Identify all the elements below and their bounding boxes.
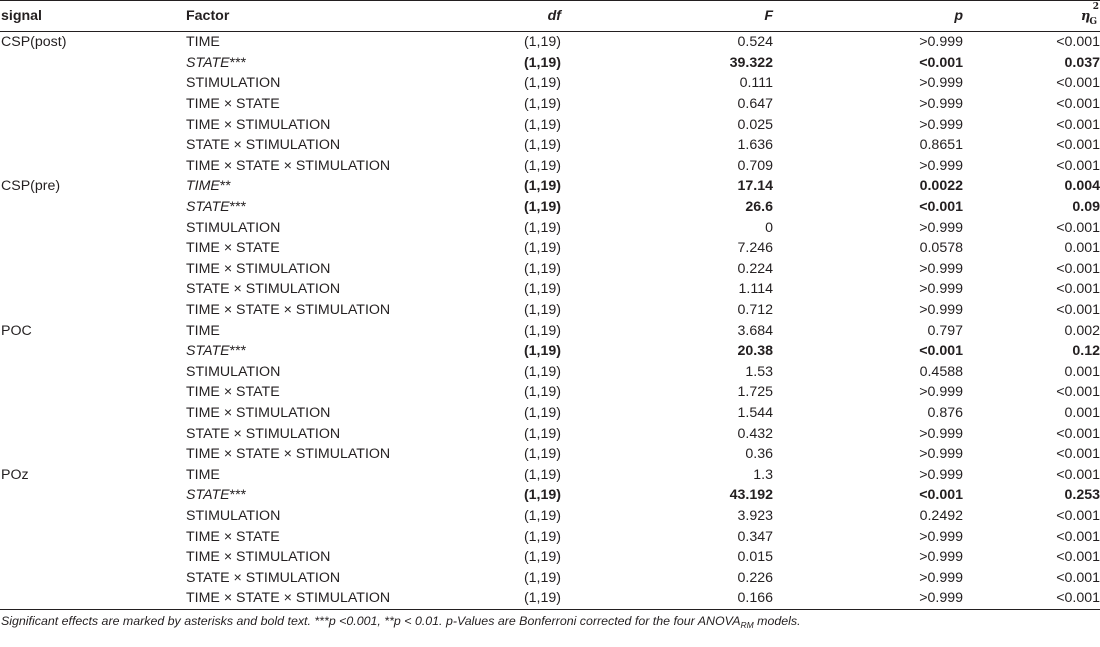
- cell-signal: [0, 464, 186, 485]
- factor-name: TIME × STIMULATION: [186, 260, 331, 277]
- cell-eta-squared-g: <0.001: [1056, 281, 1100, 298]
- cell-p: >0.999: [919, 425, 963, 442]
- table-row: [0, 238, 1100, 259]
- cell-df: (1,19): [523, 446, 561, 463]
- table-row: [0, 362, 1100, 383]
- cell-signal: [0, 362, 186, 383]
- cell-df: (1,19): [523, 487, 561, 504]
- cell-f: 0.224: [737, 260, 773, 277]
- cell-signal: [0, 300, 186, 321]
- signal-label: [0, 302, 1, 318]
- cell-p: >0.999: [919, 34, 963, 51]
- cell-f: 7.246: [737, 240, 773, 257]
- signal-label: [0, 240, 1, 256]
- cell-df: (1,19): [523, 34, 561, 51]
- table-row: [0, 341, 1100, 362]
- factor-name: TIME × STATE: [186, 96, 280, 113]
- cell-factor: [186, 279, 466, 300]
- cell-f: 0.647: [737, 96, 773, 113]
- cell-factor: [186, 217, 466, 238]
- significance-stars: **: [219, 178, 231, 195]
- signal-label: [0, 426, 1, 442]
- table-row: [0, 382, 1100, 403]
- cell-factor: [186, 362, 466, 383]
- cell-signal: [0, 135, 186, 156]
- cell-signal: [0, 217, 186, 238]
- cell-p: >0.999: [919, 157, 963, 174]
- cell-f: 0.347: [737, 528, 773, 545]
- cell-f: 1.53: [745, 363, 773, 380]
- cell-df: (1,19): [523, 137, 561, 154]
- header-eta-squared-g: [963, 1, 1100, 32]
- factor-name: STATE: [186, 343, 230, 360]
- factor-name: STATE: [186, 54, 230, 71]
- signal-label: [0, 281, 1, 297]
- cell-eta-squared-g: <0.001: [1056, 425, 1100, 442]
- cell-factor: [186, 341, 466, 362]
- factor-name: STIMULATION: [186, 75, 281, 92]
- cell-signal: [0, 176, 186, 197]
- cell-p: <0.001: [919, 487, 963, 504]
- cell-eta-squared-g: 0.12: [1072, 343, 1100, 360]
- cell-signal: [0, 94, 186, 115]
- cell-f: 0.432: [737, 425, 773, 442]
- cell-factor: [186, 588, 466, 609]
- cell-signal: [0, 403, 186, 424]
- cell-p: 0.797: [927, 322, 963, 339]
- cell-factor: [186, 300, 466, 321]
- factor-name: STATE × STIMULATION: [186, 137, 341, 154]
- cell-p: >0.999: [919, 96, 963, 113]
- table-row: [0, 506, 1100, 527]
- cell-df: (1,19): [523, 157, 561, 174]
- cell-f: 43.192: [729, 487, 773, 504]
- cell-eta-squared-g: <0.001: [1056, 260, 1100, 277]
- cell-df: (1,19): [523, 219, 561, 236]
- cell-f: 0.36: [745, 446, 773, 463]
- cell-p: 0.0022: [919, 178, 963, 195]
- cell-f: 26.6: [745, 199, 773, 216]
- table-row: [0, 423, 1100, 444]
- cell-f: 0.015: [737, 549, 773, 566]
- cell-f: 1.544: [737, 404, 773, 421]
- cell-factor: [186, 94, 466, 115]
- factor-name: TIME × STIMULATION: [186, 404, 331, 421]
- signal-label: [0, 117, 1, 133]
- cell-eta-squared-g: <0.001: [963, 588, 1100, 609]
- cell-f: 0.226: [737, 569, 773, 586]
- table-row: [0, 53, 1100, 74]
- cell-eta-squared-g: 0.001: [1064, 240, 1100, 257]
- cell-p: >0.999: [919, 466, 963, 483]
- cell-factor: [186, 382, 466, 403]
- eta-squared-symbol: [1080, 2, 1100, 27]
- signal-label: [0, 96, 1, 112]
- cell-p: >0.999: [919, 384, 963, 401]
- header-f: F: [561, 1, 773, 32]
- cell-df: (1,19): [523, 116, 561, 133]
- factor-name: STATE: [186, 199, 230, 216]
- header-signal: [0, 1, 186, 32]
- cell-df: (1,19): [523, 425, 561, 442]
- cell-eta-squared-g: <0.001: [1056, 219, 1100, 236]
- cell-signal: [0, 567, 186, 588]
- cell-eta-squared-g: <0.001: [1056, 96, 1100, 113]
- cell-df: (1,19): [523, 75, 561, 92]
- cell-eta-squared-g: 0.037: [1064, 54, 1100, 71]
- cell-p: >0.999: [919, 302, 963, 319]
- cell-p: <0.001: [919, 343, 963, 360]
- factor-name: TIME × STATE × STIMULATION: [186, 302, 391, 319]
- cell-factor: [186, 320, 466, 341]
- cell-p: >0.999: [919, 446, 963, 463]
- cell-factor: [186, 547, 466, 568]
- cell-factor: [186, 73, 466, 94]
- cell-factor: [186, 135, 466, 156]
- signal-label: POz: [1, 466, 29, 483]
- cell-factor: [186, 526, 466, 547]
- cell-p: >0.999: [919, 281, 963, 298]
- cell-p: >0.999: [773, 588, 963, 609]
- cell-signal: [0, 238, 186, 259]
- footnote-text-end: models.: [753, 614, 801, 628]
- cell-f: 0.166: [561, 588, 773, 609]
- signal-label: [0, 405, 1, 421]
- cell-signal: [0, 320, 186, 341]
- factor-name: TIME × STATE: [186, 240, 280, 257]
- cell-signal: [0, 382, 186, 403]
- cell-f: 1.636: [737, 137, 773, 154]
- cell-f: 0: [765, 219, 773, 236]
- cell-df: (1,19): [523, 549, 561, 566]
- cell-p: 0.8651: [919, 137, 963, 154]
- table-row: [0, 464, 1100, 485]
- significance-stars: ***: [229, 199, 247, 216]
- signal-label: [0, 446, 1, 462]
- cell-p: >0.999: [919, 75, 963, 92]
- cell-df: (1,19): [523, 302, 561, 319]
- cell-signal: [0, 444, 186, 465]
- cell-eta-squared-g: <0.001: [1056, 34, 1100, 51]
- table-row: [0, 403, 1100, 424]
- table-row: [0, 547, 1100, 568]
- cell-df: (1,19): [523, 528, 561, 545]
- signal-label: [0, 364, 1, 380]
- signal-label: [0, 549, 1, 565]
- table-row: [0, 94, 1100, 115]
- cell-eta-squared-g: 0.001: [1064, 404, 1100, 421]
- cell-df: (1,19): [523, 260, 561, 277]
- cell-df: (1,19): [523, 404, 561, 421]
- signal-label: POC: [1, 322, 32, 339]
- factor-name: STIMULATION: [186, 363, 281, 380]
- cell-eta-squared-g: <0.001: [1056, 446, 1100, 463]
- cell-p: >0.999: [919, 528, 963, 545]
- cell-f: 1.114: [738, 281, 773, 298]
- cell-factor: [186, 259, 466, 280]
- factor-name: STIMULATION: [186, 219, 281, 236]
- cell-p: >0.999: [919, 116, 963, 133]
- cell-df: (1,19): [523, 54, 561, 71]
- cell-p: >0.999: [919, 569, 963, 586]
- cell-factor: [186, 197, 466, 218]
- cell-signal: [0, 279, 186, 300]
- cell-signal: [0, 547, 186, 568]
- cell-signal: [0, 197, 186, 218]
- cell-signal: [0, 32, 186, 53]
- cell-factor: [186, 53, 466, 74]
- cell-df: (1,19): [466, 588, 561, 609]
- signal-label: [0, 508, 1, 524]
- cell-eta-squared-g: <0.001: [1056, 116, 1100, 133]
- cell-signal: [0, 53, 186, 74]
- cell-eta-squared-g: <0.001: [1056, 137, 1100, 154]
- cell-factor: [186, 156, 466, 177]
- cell-signal: [0, 73, 186, 94]
- table-row: [0, 259, 1100, 280]
- table-row: [0, 526, 1100, 547]
- cell-eta-squared-g: <0.001: [1056, 569, 1100, 586]
- header-factor: Factor: [186, 1, 466, 32]
- cell-factor: [186, 485, 466, 506]
- factor-name: STATE × STIMULATION: [186, 569, 341, 586]
- cell-p: 0.0578: [919, 240, 963, 257]
- cell-df: (1,19): [523, 240, 561, 257]
- cell-df: (1,19): [523, 322, 561, 339]
- cell-p: <0.001: [919, 199, 963, 216]
- cell-df: (1,19): [523, 363, 561, 380]
- factor-name: TIME × STATE × STIMULATION: [186, 446, 391, 463]
- cell-df: (1,19): [523, 343, 561, 360]
- cell-eta-squared-g: 0.001: [1064, 363, 1100, 380]
- cell-f: 3.923: [737, 507, 773, 524]
- header-df: df: [466, 1, 561, 32]
- signal-label: [0, 137, 1, 153]
- cell-p: <0.001: [919, 54, 963, 71]
- table-body: [0, 32, 1100, 610]
- cell-df: (1,19): [523, 281, 561, 298]
- cell-eta-squared-g: <0.001: [1056, 157, 1100, 174]
- table-row: [0, 114, 1100, 135]
- header-signal-label: signal: [1, 8, 42, 24]
- cell-p: 0.876: [927, 404, 963, 421]
- cell-p: 0.4588: [919, 363, 963, 380]
- factor-name: TIME × STATE × STIMULATION: [186, 157, 391, 174]
- factor-name: STATE: [186, 487, 230, 504]
- table-row: [0, 444, 1100, 465]
- cell-factor: [186, 444, 466, 465]
- cell-eta-squared-g: 0.253: [1064, 487, 1100, 504]
- signal-label: [0, 529, 1, 545]
- signal-label: [0, 487, 1, 503]
- header-p: p: [773, 1, 963, 32]
- cell-factor: [186, 238, 466, 259]
- cell-f: 3.684: [737, 322, 773, 339]
- cell-signal: [0, 114, 186, 135]
- factor-name: STATE × STIMULATION: [186, 281, 341, 298]
- cell-f: 0.111: [739, 75, 773, 92]
- cell-factor: [186, 32, 466, 53]
- factor-name: STIMULATION: [186, 507, 281, 524]
- signal-label: [0, 261, 1, 277]
- table-row: [0, 588, 1100, 609]
- factor-name: STATE × STIMULATION: [186, 425, 341, 442]
- factor-name: TIME × STIMULATION: [186, 549, 331, 566]
- cell-f: 0.025: [737, 116, 773, 133]
- table-row: [0, 567, 1100, 588]
- cell-df: (1,19): [523, 199, 561, 216]
- table-row: [0, 279, 1100, 300]
- cell-f: 0.709: [737, 157, 773, 174]
- cell-factor: [186, 176, 466, 197]
- cell-df: (1,19): [523, 384, 561, 401]
- factor-name: TIME: [186, 322, 220, 339]
- cell-f: 0.712: [737, 302, 773, 319]
- cell-f: 17.14: [737, 178, 773, 195]
- table-row: [0, 32, 1100, 53]
- signal-label: [0, 590, 1, 606]
- cell-df: (1,19): [523, 466, 561, 483]
- cell-factor: [186, 423, 466, 444]
- significance-stars: ***: [229, 487, 247, 504]
- header-row: [0, 1, 1100, 32]
- cell-f: 39.322: [729, 54, 773, 71]
- cell-p: 0.2492: [919, 507, 963, 524]
- table-row: [0, 485, 1100, 506]
- signal-label: CSP(post): [1, 34, 67, 51]
- cell-eta-squared-g: <0.001: [1056, 75, 1100, 92]
- signal-label: [0, 55, 1, 71]
- cell-eta-squared-g: <0.001: [1056, 549, 1100, 566]
- cell-eta-squared-g: 0.002: [1064, 322, 1100, 339]
- cell-df: (1,19): [523, 178, 561, 195]
- table-footnote: [1, 614, 801, 628]
- cell-eta-squared-g: <0.001: [1056, 384, 1100, 401]
- cell-signal: [0, 259, 186, 280]
- cell-eta-squared-g: <0.001: [1056, 507, 1100, 524]
- eta-letter: η: [1080, 9, 1091, 24]
- cell-eta-squared-g: <0.001: [1056, 302, 1100, 319]
- cell-f: 20.38: [737, 343, 773, 360]
- cell-df: (1,19): [523, 569, 561, 586]
- cell-signal: [0, 485, 186, 506]
- significance-stars: ***: [229, 343, 247, 360]
- factor-name: TIME: [186, 178, 220, 195]
- cell-f: 0.524: [737, 34, 773, 51]
- cell-f: 1.725: [737, 384, 773, 401]
- table-row: [0, 73, 1100, 94]
- table-row: [0, 156, 1100, 177]
- cell-signal: [0, 526, 186, 547]
- table-row: [0, 320, 1100, 341]
- cell-eta-squared-g: <0.001: [1056, 466, 1100, 483]
- cell-p: >0.999: [919, 549, 963, 566]
- cell-factor: [186, 567, 466, 588]
- table-row: [0, 135, 1100, 156]
- signal-label: [0, 220, 1, 236]
- cell-eta-squared-g: 0.004: [1064, 178, 1100, 195]
- signal-label: [0, 158, 1, 174]
- cell-factor: [186, 506, 466, 527]
- table-header: [0, 1, 1100, 32]
- cell-p: >0.999: [919, 260, 963, 277]
- cell-p: >0.999: [919, 219, 963, 236]
- signal-label: [0, 199, 1, 215]
- cell-signal: [0, 156, 186, 177]
- factor-name: TIME × STATE: [186, 528, 280, 545]
- cell-signal: [0, 506, 186, 527]
- signal-label: [0, 384, 1, 400]
- cell-f: 1.3: [753, 466, 773, 483]
- table-row: [0, 176, 1100, 197]
- factor-name: TIME × STATE: [186, 384, 280, 401]
- signal-label: CSP(pre): [1, 178, 61, 195]
- table-row: [0, 300, 1100, 321]
- cell-signal: [0, 588, 186, 609]
- table-row: [0, 217, 1100, 238]
- footnote-subscript: RM: [740, 620, 754, 630]
- cell-eta-squared-g: <0.001: [1056, 528, 1100, 545]
- signal-label: [0, 343, 1, 359]
- factor-name: TIME: [186, 34, 220, 51]
- cell-df: (1,19): [523, 96, 561, 113]
- cell-signal: [0, 341, 186, 362]
- factor-name: TIME × STATE × STIMULATION: [186, 590, 391, 607]
- significance-stars: ***: [229, 54, 247, 71]
- cell-df: (1,19): [523, 507, 561, 524]
- footnote-text: Significant effects are marked by asterisks and bold text. ***p <0.001, **p < 0.01. p-Values are Bonferroni corrected for the four ANOVA: [1, 614, 741, 628]
- cell-factor: [186, 464, 466, 485]
- cell-signal: [0, 423, 186, 444]
- eta-subscript: G: [1089, 17, 1097, 27]
- signal-label: [0, 75, 1, 91]
- factor-name: TIME: [186, 466, 220, 483]
- table-row: [0, 197, 1100, 218]
- signal-label: [0, 570, 1, 586]
- cell-eta-squared-g: 0.09: [1072, 199, 1100, 216]
- factor-name: TIME × STIMULATION: [186, 116, 331, 133]
- eta-superscript: 2: [1092, 2, 1099, 12]
- cell-factor: [186, 114, 466, 135]
- cell-factor: [186, 403, 466, 424]
